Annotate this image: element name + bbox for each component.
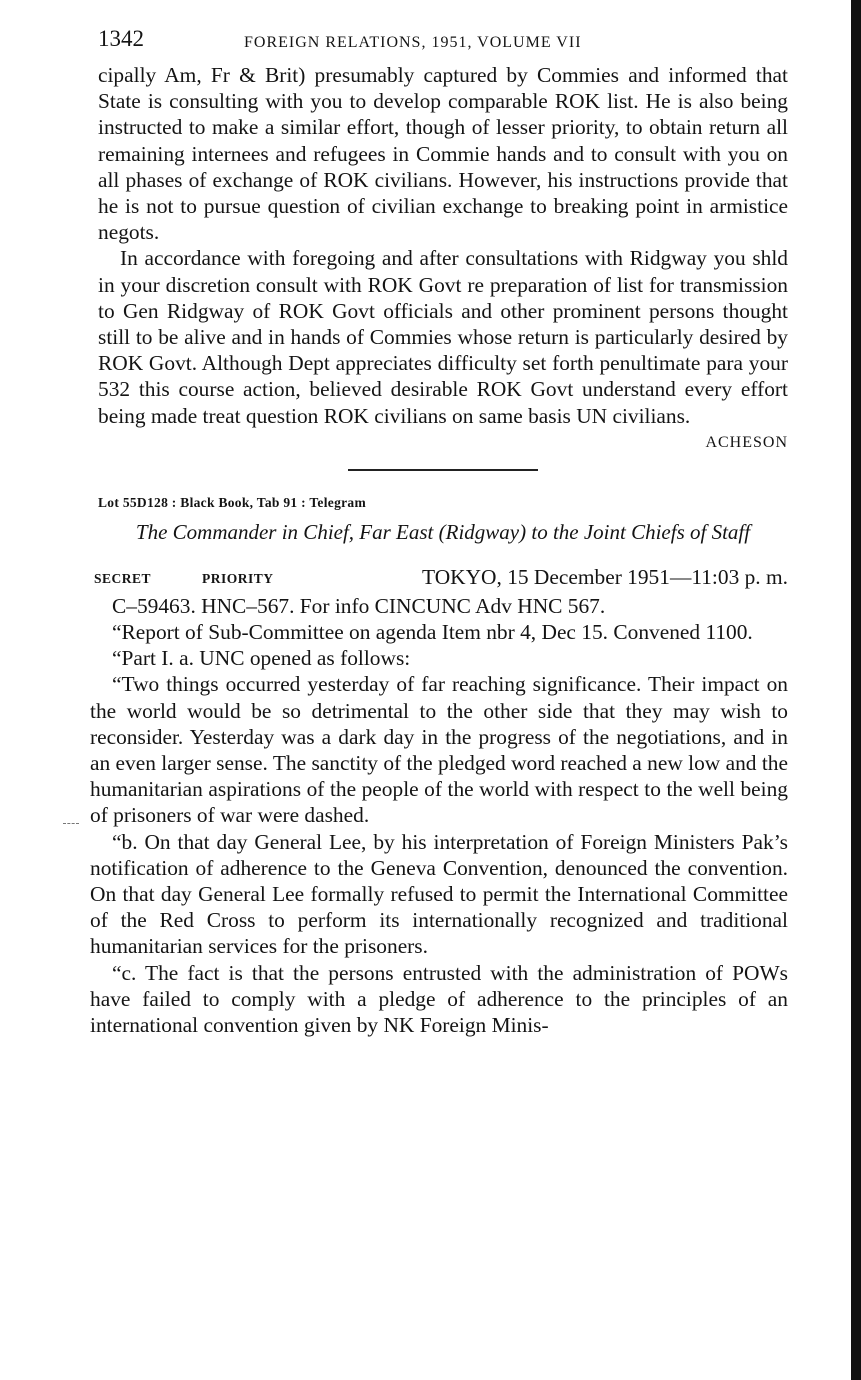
page-edge-shadow	[851, 0, 861, 1380]
page-header	[98, 22, 788, 62]
telegram-paragraph: “Two things occurred yesterday of far reaching significance. Their impact on the world would be so detrimental to the other side that they may wish to reconsider. Yesterday was a dark day in the progress of the negotiations, and in an even larger sense. The sanctity of the pledged word reached a new low and the humanitarian aspirations of the people of the world with respect to the well being of prisoners of war were dashed.	[90, 672, 788, 828]
signature: ACHESON	[705, 433, 788, 451]
source-note: Lot 55D128 : Black Book, Tab 91 : Telegram	[98, 494, 367, 510]
running-head: FOREIGN RELATIONS, 1951, VOLUME VII	[244, 34, 582, 51]
telegram-paragraph: “c. The fact is that the persons entrusted with the administration of POWs have failed to comply with a pledge of adherence to the principles of an international convention given by NK Foreign Minis-	[90, 960, 788, 1038]
page-number: 1342	[98, 26, 144, 51]
telegram-paragraph: C–59463. HNC–567. For info CINCUNC Adv HNC 567.	[112, 593, 606, 618]
document-page	[90, 22, 788, 1038]
section-divider	[348, 469, 538, 471]
telegram-paragraph: “b. On that day General Lee, by his interpretation of Foreign Ministers Pak’s notification of adherence to the Geneva Convention, denounced the convention. On that day General Lee formally refused to permit the International Committee of the Red Cross to perform its internationally recognized and traditional humanitarian services for the prisoners.	[90, 829, 788, 959]
place-date: TOKYO, 15 December 1951—11:03 p. m.	[422, 564, 788, 589]
margin-mark	[63, 823, 79, 825]
continuation-paragraph: cipally Am, Fr & Brit) presumably captured by Commies and informed that State is consulting with you to develop comparable ROK list. He is also being instructed to make a similar effort, though of lesser priority, to obtain return all remaining internees and refugees in Commie hands and to consult with you on all phases of exchange of ROK civilians. However, his instructions provide that he is not to pursue question of civilian exchange to breaking point in armistice negots.	[98, 63, 788, 245]
precedence-label: PRIORITY	[202, 570, 274, 586]
telegram-paragraph: “Part I. a. UNC opened as follows:	[112, 646, 411, 671]
dateline	[94, 564, 788, 593]
classification-label: SECRET	[94, 570, 152, 586]
document-title: The Commander in Chief, Far East (Ridgway) to the Joint Chiefs of Staff	[135, 519, 751, 544]
instruction-paragraph: In accordance with foregoing and after consultations with Ridgway you shld in your discretion consult with ROK Govt re preparation of list for transmission to Gen Ridgway of ROK Govt officials and other prominent persons thought still to be alive and in hands of Commies whose return is particularly desired by ROK Govt. Although Dept appreciates difficulty set forth penultimate para your 532 this course action, believed desirable ROK Govt understand every effort being made treat question ROK civilians on same basis UN civilians.	[98, 246, 788, 428]
telegram-body	[90, 593, 788, 1038]
telegram-paragraph: “Report of Sub-Committee on agenda Item nbr 4, Dec 15. Convened 1100.	[112, 620, 753, 645]
